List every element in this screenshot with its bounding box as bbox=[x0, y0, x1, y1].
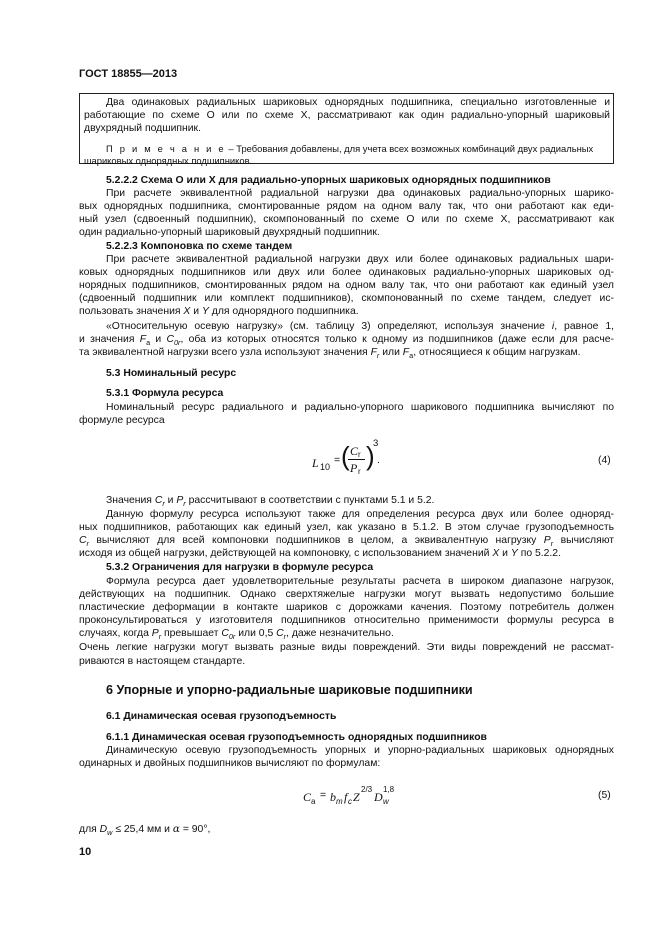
document-header: ГОСТ 18855—2013 bbox=[79, 68, 178, 80]
paragraph-line: пользовать значения X и Y для однорядного подшипника. bbox=[79, 306, 359, 317]
formula-subscript: r bbox=[358, 467, 361, 476]
formula-exponent: 1,8 bbox=[383, 785, 395, 794]
paragraph-line: Формула ресурса дает удовлетворительные результаты расчета в широком диапазоне нагрузок, bbox=[106, 576, 614, 587]
formula-paren: ( bbox=[341, 441, 350, 471]
paragraph-line: Значения $C_r$ и $P_r$ рассчитывают в соответствии с пунктами 5.1 и 5.2. bbox=[106, 495, 435, 509]
section-heading: 5.2.2.3 Компоновка по схеме тандем bbox=[106, 241, 293, 252]
paragraph-line: норядных подшипников, смонтированных рядом на одном валу так, что они работают как единый узел bbox=[79, 280, 614, 291]
box-line: работающие по схеме О или по схеме Х, рассматривают как один радиально-упорный шариковый bbox=[84, 110, 610, 121]
formula-number: (4) bbox=[598, 455, 611, 466]
formula-symbol: D bbox=[374, 790, 383, 804]
paragraph-line: (сдвоенный подшипник или комплект подшипников), скомпонованный по схеме тандем, следует ис- bbox=[79, 293, 614, 304]
note-line: П р и м е ч а н и е – Требования добавлены, для учета всех возможных комбинаций двух радиальных bbox=[106, 143, 594, 154]
fraction-bar bbox=[348, 459, 365, 460]
formula-numerator: C bbox=[350, 444, 359, 458]
formula-symbol: L bbox=[312, 456, 319, 470]
section-heading: 5.3.1 Формула ресурса bbox=[106, 388, 224, 399]
formula-subscript: c bbox=[348, 797, 352, 806]
paragraph-line: «Относительную осевую нагрузку» (см. таблицу 3) определяют, используя значение i, равное 1, bbox=[106, 321, 615, 332]
paragraph-line: ных подшипников, работающих как единый узел, как указано в 5.1.2. В этом случае грузоподъемность bbox=[79, 522, 614, 533]
section-heading: 5.3 Номинальный ресурс bbox=[106, 368, 237, 379]
paragraph-line: вых однорядных подшипника, смонтированные рядом на одном валу так, что они работают как еди- bbox=[79, 201, 614, 212]
paragraph-line: ный узел (сдвоенный подшипник), скомпонованный по схеме О или по схеме Х, рассматривают как bbox=[79, 214, 614, 225]
box-line: двухрядный подшипник. bbox=[84, 123, 201, 134]
paragraph-line: одинарных и двойных подшипников вычисляют по формулам: bbox=[79, 758, 381, 769]
paragraph-line: Очень легкие нагрузки могут вызвать разные виды повреждений. Эти виды повреждений не рассмат- bbox=[79, 642, 614, 653]
formula-condition: для $D_w \le 25,4$ мм и α = 90°, bbox=[79, 823, 211, 838]
formula-number: (5) bbox=[598, 790, 611, 801]
paragraph-line: При расчете эквивалентной радиальной нагрузки два одинаковых радиально-упорных шарико- bbox=[106, 188, 614, 199]
paragraph-line: та эквивалентной нагрузки всего узла используют значения $F_r$ или $F_a$, относящиеся к общим нагрузкам. bbox=[79, 347, 581, 361]
formula-subscript: m bbox=[336, 797, 343, 806]
formula-subscript: w bbox=[383, 797, 389, 806]
formula-subscript: a bbox=[311, 797, 316, 806]
formula-denominator: P bbox=[350, 461, 358, 475]
paragraph-line: действующих на подшипник. Однако сверхтяжелые нагрузки могут вызвать недопустимо большие bbox=[79, 589, 614, 600]
paragraph-line: риваются в настоящем стандарте. bbox=[79, 656, 246, 667]
chapter-heading: 6 Упорные и упорно-радиальные шариковые подшипники bbox=[106, 683, 473, 697]
paragraph-line: $C_r$ вычисляют для всей компоновки подшипников в целом, а эквивалентную нагрузку $P_r$ вычисляют bbox=[79, 535, 615, 549]
paragraph-line: ковых однорядных подшипников или двух или более одинаковых радиально-упорных шариковых од- bbox=[79, 267, 614, 278]
formula-period: . bbox=[377, 455, 380, 466]
section-heading: 5.2.2.2 Схема О или Х для радиально-упорных шариковых однорядных подшипников bbox=[106, 175, 551, 186]
section-heading: 5.3.2 Ограничения для нагрузки в формуле ресурса bbox=[106, 562, 374, 573]
note-label: П р и м е ч а н и е bbox=[106, 143, 226, 154]
box-line: Два одинаковых радиальных шариковых однорядных подшипника, специально изготовленные и bbox=[106, 97, 610, 108]
formula-exponent: 3 bbox=[373, 438, 379, 449]
formula-symbol: b bbox=[330, 790, 336, 804]
paragraph-line: Динамическую осевую грузоподъемность упорных и упорно-радиальных шариковых однорядных bbox=[106, 745, 614, 756]
formula-exponent: 2/3 bbox=[361, 785, 373, 794]
formula-symbol: Z bbox=[353, 790, 360, 804]
formula-subscript: r bbox=[358, 450, 361, 459]
formula-paren: ) bbox=[366, 441, 375, 471]
page-number: 10 bbox=[79, 846, 92, 858]
paragraph-line: формуле ресурса bbox=[79, 415, 165, 426]
formula-equals: = bbox=[320, 790, 327, 801]
section-heading: 6.1 Динамическая осевая грузоподъемность bbox=[106, 711, 337, 722]
formula-symbol: f bbox=[344, 790, 348, 804]
paragraph-line: пластические деформации в контакте шариков с дорожками качения. Поэтому потребитель должен bbox=[79, 602, 614, 613]
paragraph-line: и значения $F_a$ и $C_{0r}$, оба из которых относятся только к одному из подшипников (даже если для расче- bbox=[79, 334, 614, 348]
formula-symbol: C bbox=[303, 790, 312, 804]
section-heading: 6.1.1 Динамическая осевая грузоподъемность однорядных подшипников bbox=[106, 732, 487, 743]
formula-equals: = bbox=[334, 455, 341, 466]
paragraph-line: При расчете эквивалентной радиальной нагрузки двух или более одинаковых радиальных шари- bbox=[106, 254, 614, 265]
paragraph-line: Данную формулу ресурса используют также для определения ресурса двух или более одноряд- bbox=[106, 509, 614, 520]
paragraph-line: случаях, когда $P_r$ превышает $C_{0r}$ или 0,5 $C_r$, даже незначительно. bbox=[79, 628, 394, 642]
formula-subscript: 10 bbox=[320, 462, 331, 472]
paragraph-line: исходя из общей нагрузки, действующей на компоновку, с использованием значений X и Y по 5.2.2. bbox=[79, 548, 561, 559]
paragraph-line: проконсультироваться у изготовителя подшипников относительно применимости формулы ресурса в bbox=[79, 615, 614, 626]
note-line: шариковых однорядных подшипников. bbox=[84, 155, 253, 166]
paragraph-line: один радиально-упорный шариковый двухрядный подшипник. bbox=[79, 227, 380, 238]
paragraph-line: Номинальный ресурс радиального и радиально-упорного шарикового подшипника вычисляют по bbox=[106, 402, 614, 413]
